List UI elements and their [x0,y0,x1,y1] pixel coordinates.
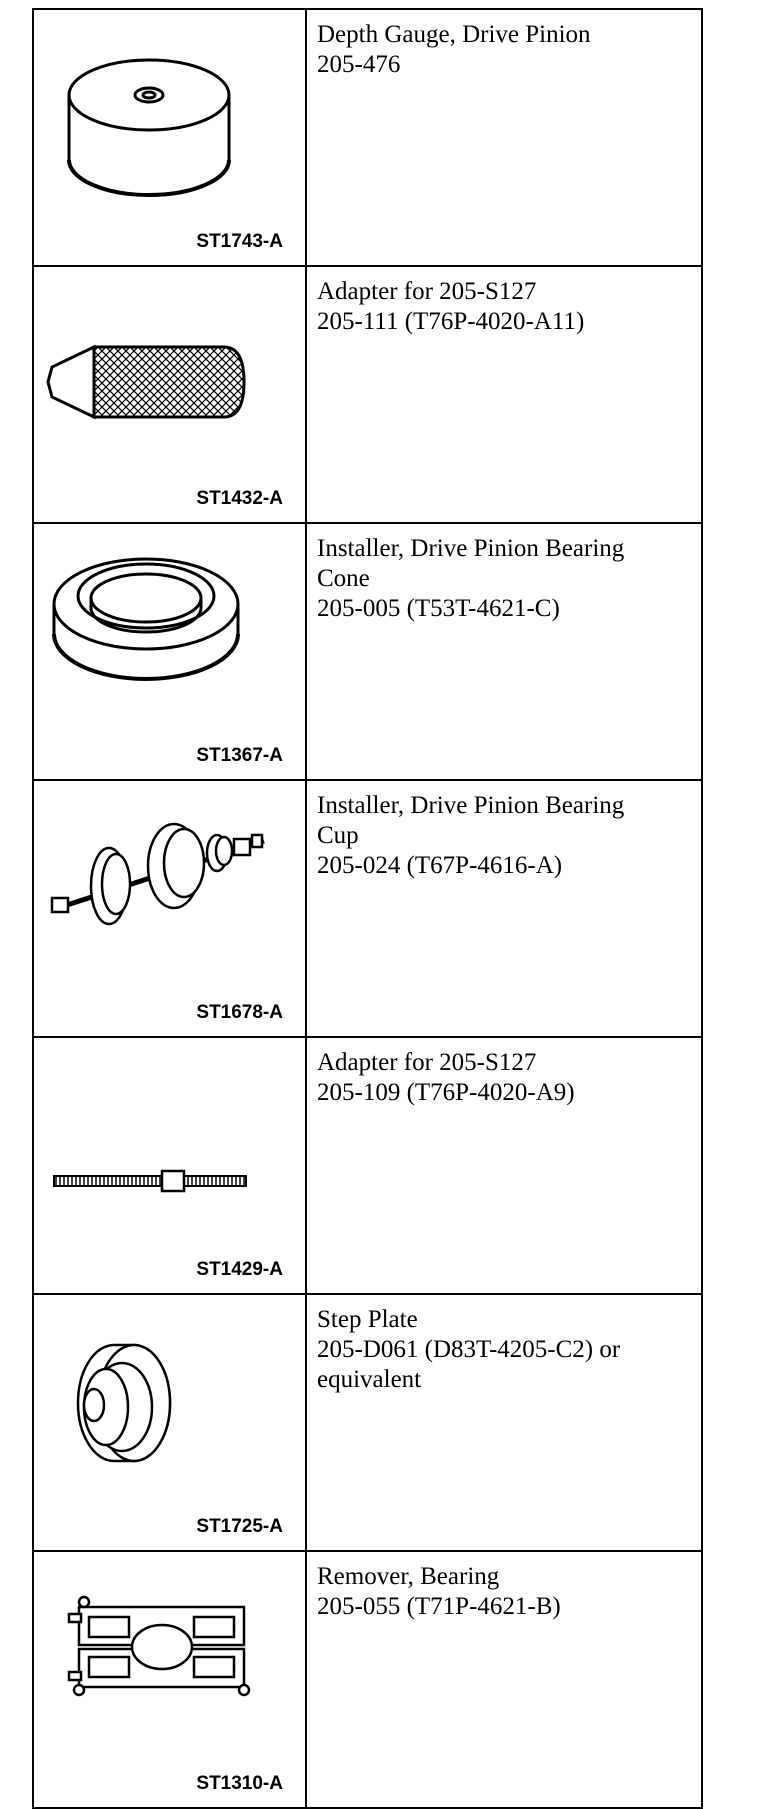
tool-image-cell [33,1551,306,1808]
special-tools-table [32,8,703,1809]
tool-number: 205-055 (T71P-4621-B) [317,1593,561,1620]
tool-name: Step Plate [317,1306,418,1333]
tool-name: Installer, Drive Pinion Bearing [317,535,625,562]
tool-description-cell [306,523,702,780]
installer-cone-illustration [34,524,305,779]
step-plate-illustration [34,1295,305,1550]
tool-name-cont: Cone [317,565,370,592]
depth-gauge-illustration [34,10,305,265]
figure-code: ST1678-A [196,1002,283,1023]
tool-name: Installer, Drive Pinion Bearing [317,792,625,819]
tool-number: 205-005 (T53T-4621-C) [317,595,560,622]
adapter-threaded-rod-illustration [34,1038,305,1293]
figure-code: ST1429-A [196,1259,283,1280]
tool-image-cell [33,523,306,780]
figure-code: ST1367-A [196,745,283,766]
tool-row [33,266,702,523]
tool-number: 205-024 (T67P-4616-A) [317,852,563,879]
tool-number: 205-D061 (D83T-4205-C2) or [317,1336,621,1363]
tool-number: 205-476 [317,51,401,78]
adapter-knurled-illustration [34,267,305,522]
tool-number: 205-111 (T76P-4020-A11) [317,308,585,335]
tool-description-cell [306,9,702,266]
tool-description-cell [306,266,702,523]
tool-row [33,780,702,1037]
installer-cup-illustration [34,781,305,1036]
tool-name: Adapter for 205-S127 [317,1049,537,1076]
tool-image-cell [33,1037,306,1294]
figure-code: ST1725-A [196,1516,283,1537]
tool-description-cell [306,1294,702,1551]
tool-row [33,1294,702,1551]
tool-image-cell [33,1294,306,1551]
tool-row [33,9,702,266]
tool-description-cell [306,780,702,1037]
tool-name: Adapter for 205-S127 [317,278,537,305]
tool-row [33,1551,702,1808]
tool-name: Remover, Bearing [317,1563,500,1590]
tool-description-cell [306,1551,702,1808]
tool-number: 205-109 (T76P-4020-A9) [317,1079,575,1106]
tool-name-cont: Cup [317,822,359,849]
tool-image-cell [33,780,306,1037]
tool-row [33,1037,702,1294]
figure-code: ST1432-A [196,488,283,509]
tool-row [33,523,702,780]
tool-image-cell [33,266,306,523]
tool-description-cell [306,1037,702,1294]
bearing-remover-illustration [34,1552,305,1807]
figure-code: ST1743-A [196,231,283,252]
tool-note: equivalent [317,1366,422,1393]
tool-image-cell [33,9,306,266]
figure-code: ST1310-A [196,1773,283,1794]
tool-name: Depth Gauge, Drive Pinion [317,21,591,48]
